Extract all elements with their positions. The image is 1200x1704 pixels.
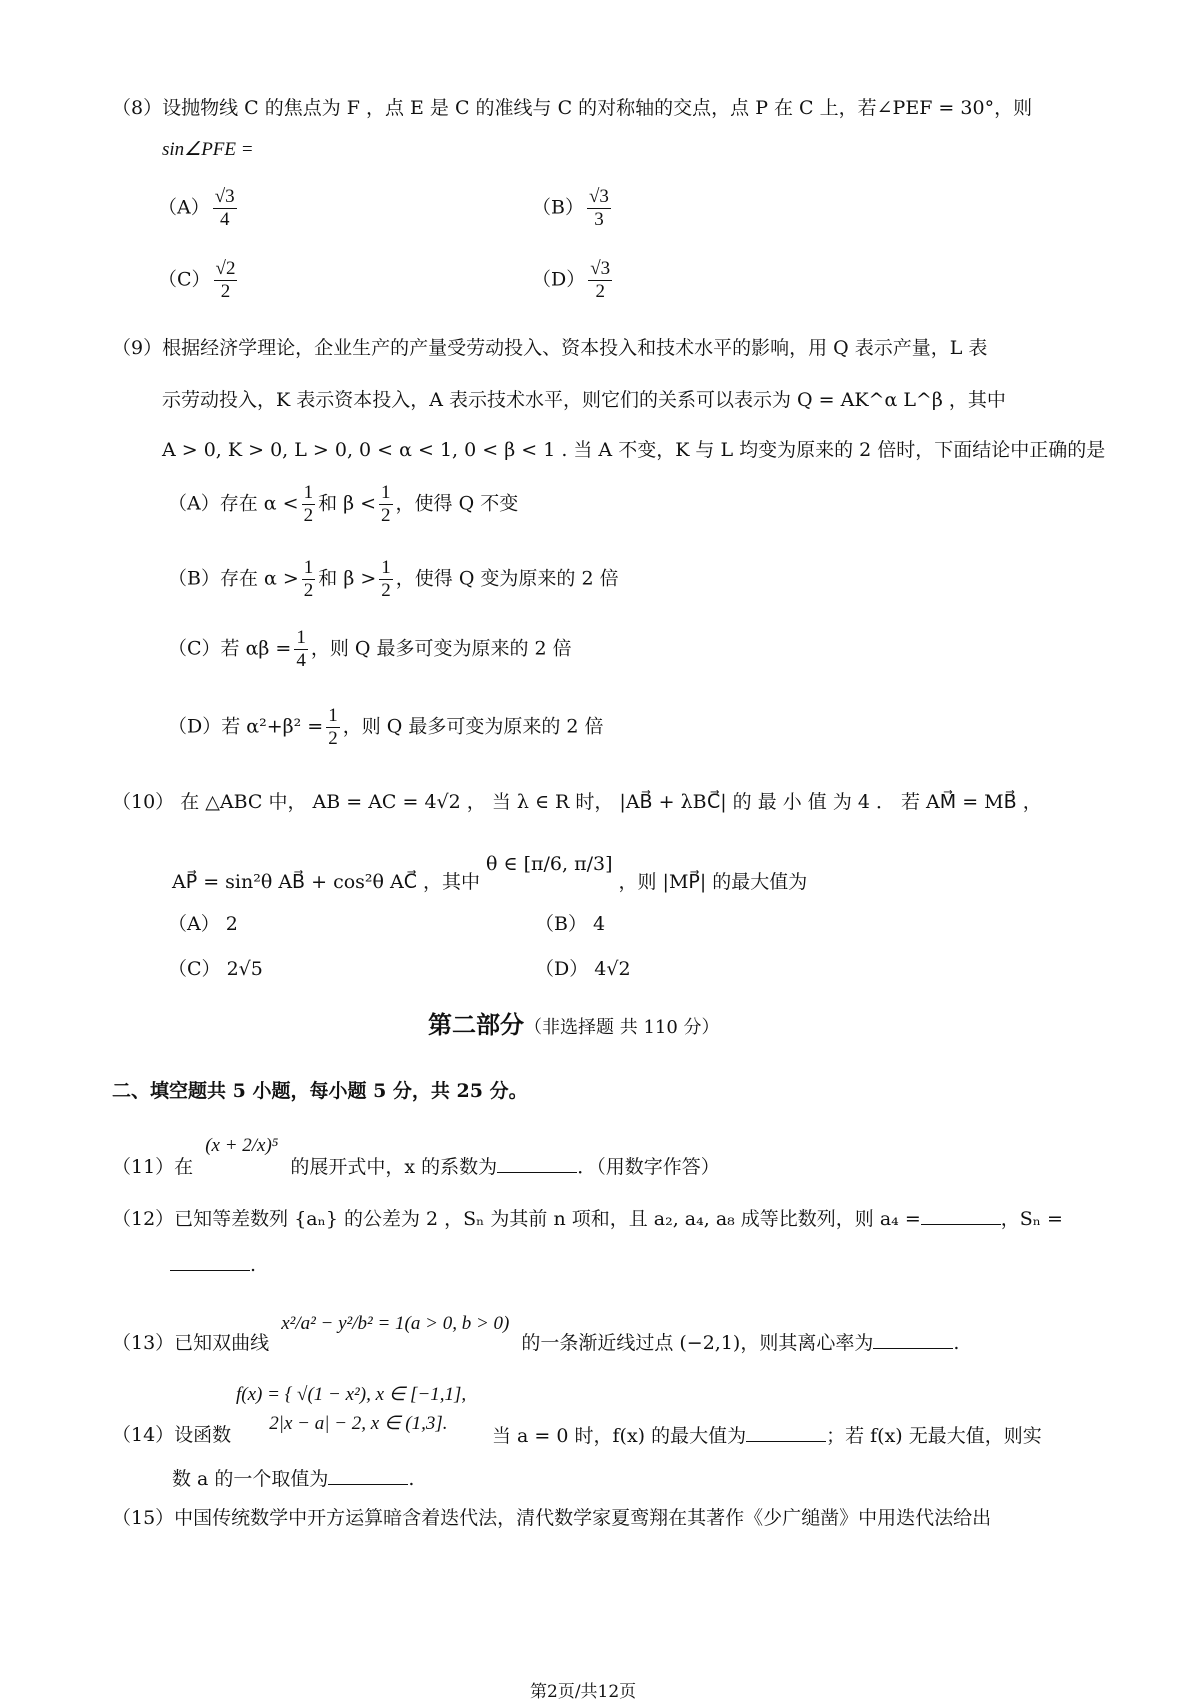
answer-blank[interactable]: [170, 1252, 250, 1271]
answer-blank[interactable]: [746, 1423, 826, 1442]
option-text: （A）存在 α <: [168, 492, 299, 515]
denominator: 4: [296, 650, 306, 671]
hyperbola-equation: x²/a² − y²/b² = 1(a > 0, b > 0): [281, 1313, 510, 1334]
q14-case1: f(x) = { √(1 − x²), x ∈ [−1,1],: [236, 1384, 467, 1405]
answer-blank[interactable]: [873, 1330, 953, 1349]
page-footer: 第2页/共12页: [530, 1682, 637, 1702]
option-label: （D）: [532, 268, 586, 291]
option-text: ，则 Q 最多可变为原来的 2 倍: [310, 637, 572, 660]
fraction: [326, 705, 340, 750]
q9-line2: 示劳动投入，K 表示资本投入，A 表示技术水平，则它们的关系可以表示为 Q = AK^α L^β ，其中: [162, 389, 1006, 411]
numerator: 1: [303, 482, 314, 503]
fraction: [213, 186, 237, 231]
q9-line3: A > 0, K > 0, L > 0, 0 < α < 1, 0 < β < 1 . 当 A 不变，K 与 L 均变为原来的 2 倍时，下面结论中正确的是: [162, 439, 1106, 461]
option-text: ，使得 Q 不变: [395, 492, 519, 515]
numerator: √3: [214, 186, 235, 207]
q13-text: 的一条渐近线过点 (−2,1)，则其离心率为: [521, 1332, 874, 1354]
part2-subtitle: （非选择题 共 110 分）: [524, 1017, 720, 1038]
option-text: （C）若 αβ =: [168, 637, 292, 660]
option-label: （C）: [158, 268, 211, 291]
q9-line1: （9）根据经济学理论，企业生产的产量受劳动投入、资本投入和技术水平的影响，用 Q 表示产量，L 表: [112, 337, 988, 359]
numerator: 1: [328, 705, 338, 726]
part2-heading: [428, 1010, 720, 1040]
fraction: [302, 482, 316, 527]
numerator: √2: [215, 258, 236, 279]
q12: [112, 1206, 1063, 1231]
denominator: 2: [381, 505, 391, 526]
fraction: [588, 258, 612, 303]
q12-text: .: [250, 1254, 257, 1276]
q8-option-b: [532, 186, 614, 231]
q8-line2: sin∠PFE =: [162, 139, 254, 160]
q11: [112, 1135, 720, 1180]
fraction: [214, 258, 238, 303]
q10-option-b: （B） 4: [535, 913, 606, 935]
q10-line2: [172, 853, 808, 894]
q14-text: 数 a 的一个取值为: [172, 1468, 329, 1490]
denominator: 2: [220, 281, 231, 302]
option-text: （D）若 α²+β² =: [168, 715, 324, 738]
q9-option-b: [168, 557, 619, 602]
q14-text: ；若 f(x) 无最大值，则实: [826, 1425, 1042, 1447]
q9-option-a: [168, 482, 518, 527]
q11-expression: (x + 2/x)⁵: [205, 1135, 279, 1156]
denominator: 4: [219, 209, 230, 230]
fraction: [379, 482, 393, 527]
q14-line2: [172, 1466, 414, 1491]
fraction: [587, 186, 611, 231]
q8-option-a: [158, 186, 240, 231]
denominator: 2: [303, 505, 314, 526]
q14-pre: （14）设函数: [112, 1424, 232, 1446]
q10-line1: （10） 在 △ABC 中， AB = AC = 4√2 ， 当 λ ∈ R 时， |AB⃗ + λBC⃗| 的 最 小 值 为 4 ． 若 AM⃗ = MB⃗ ，: [112, 791, 1042, 813]
denominator: 2: [328, 728, 338, 749]
answer-blank[interactable]: [497, 1154, 577, 1173]
numerator: 1: [381, 557, 391, 578]
option-text: （B）存在 α >: [168, 567, 299, 590]
denominator: 3: [594, 209, 604, 230]
option-text: 和 β >: [318, 567, 377, 590]
q12-text: （12）已知等差数列 {aₙ} 的公差为 2 ，Sₙ 为其前 n 项和，且 a₂, a₄, a₈ 成等比数列，则 a₄ =: [112, 1208, 921, 1230]
numerator: √3: [590, 258, 611, 279]
option-text: ，则 Q 最多可变为原来的 2 倍: [342, 715, 604, 738]
q14-text: 当 a = 0 时，f(x) 的最大值为: [492, 1425, 747, 1447]
numerator: 1: [303, 557, 314, 578]
q11-text: （11）在: [112, 1156, 194, 1178]
q10-text: AP⃗ = sin²θ AB⃗ + cos²θ AC⃗ ，其中: [172, 871, 481, 893]
part2-title: 第二部分: [428, 1010, 524, 1039]
answer-blank[interactable]: [328, 1466, 408, 1485]
option-label: （A）: [158, 196, 210, 219]
q11-text: 的展开式中，x 的系数为: [290, 1156, 498, 1178]
q9-option-c: [168, 627, 572, 672]
q13-text: .: [953, 1332, 960, 1354]
q14-text: .: [408, 1468, 415, 1490]
numerator: √3: [588, 186, 609, 207]
q10-option-a: （A） 2: [168, 913, 238, 935]
option-text: 和 β <: [318, 492, 377, 515]
q12-text: ，Sₙ =: [1000, 1208, 1063, 1230]
q12-line2: [170, 1252, 256, 1277]
q10-text: ，则 |MP⃗| 的最大值为: [618, 871, 808, 893]
denominator: 2: [595, 281, 605, 302]
option-text: ，使得 Q 变为原来的 2 倍: [395, 567, 619, 590]
q8-option-d: [532, 258, 615, 303]
answer-blank[interactable]: [921, 1206, 1001, 1225]
fraction: [294, 627, 308, 672]
q9-option-d: [168, 705, 604, 750]
denominator: 2: [381, 580, 391, 601]
fraction: [302, 557, 316, 602]
theta-range: θ ∈ [π/6, π/3]: [486, 853, 613, 875]
q10-option-d: （D） 4√2: [535, 958, 631, 980]
section2-heading: 二、填空题共 5 小题，每小题 5 分，共 25 分。: [112, 1080, 528, 1102]
q8-option-c: [158, 258, 240, 303]
option-label: （B）: [532, 196, 584, 219]
q13: [112, 1313, 960, 1356]
q8-line1: （8）设抛物线 C 的焦点为 F ，点 E 是 C 的准线与 C 的对称轴的交点，点 P 在 C 上，若∠PEF = 30°，则: [112, 97, 1033, 119]
denominator: 2: [303, 580, 314, 601]
numerator: 1: [296, 627, 306, 648]
q15-line1: （15）中国传统数学中开方运算暗含着迭代法，清代数学家夏鸾翔在其著作《少广缒凿》中用迭代法给出: [112, 1507, 992, 1529]
q14-line1: [492, 1423, 1042, 1448]
fraction: [379, 557, 393, 602]
numerator: 1: [381, 482, 391, 503]
q13-text: （13）已知双曲线: [112, 1332, 270, 1354]
q14-case2: 2|x − a| − 2, x ∈ (1,3].: [236, 1413, 448, 1434]
q11-text: ．（用数字作答）: [577, 1156, 720, 1178]
q10-option-c: （C） 2√5: [168, 958, 263, 980]
